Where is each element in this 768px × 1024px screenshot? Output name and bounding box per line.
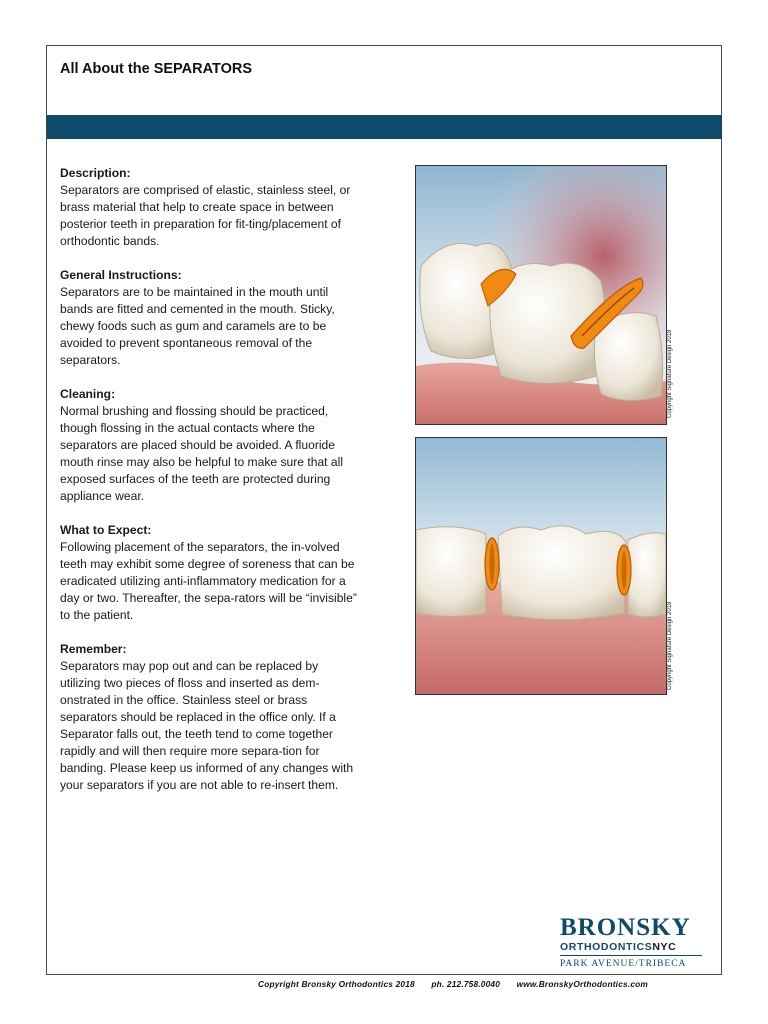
- section-description: [60, 165, 360, 250]
- footer-copyright: Copyright Bronsky Orthodontics 2018: [258, 979, 415, 989]
- section-remember: [60, 641, 360, 794]
- footer-website[interactable]: www.BronskyOrthodontics.com: [516, 979, 648, 989]
- section-heading: Remember:: [60, 642, 127, 656]
- section-heading: Cleaning:: [60, 387, 116, 401]
- section-body: Following placement of the separators, the in-volved teeth may exhibit some degree of soreness that can be eradicated utilizing anti-inflammatory medication for a day or two. Thereafter, the sepa-rators will be “invisible” to the patient.: [60, 540, 357, 622]
- logo-location: PARK AVENUE/TRIBECA: [560, 959, 687, 969]
- section-heading: Description:: [60, 166, 131, 180]
- section-body: Separators are to be maintained in the mouth until bands are fitted and cemented in the mouth. Sticky, chewy foods such as gum and caramels are to be avoided to prevent spontaneous removal of the separators.: [60, 285, 335, 367]
- header-accent-bar: [47, 115, 722, 139]
- instructions-column: [60, 165, 360, 811]
- logo-sub-main: ORTHODONTICS: [560, 941, 653, 953]
- section-body: Normal brushing and flossing should be practiced, though flossing in the actual contacts where the separators are placed should be avoided. A fluoride mouth rinse may also be helpful to make sure that all exposed surfaces of the teeth are protected during appliance wear.: [60, 404, 344, 503]
- section-body: Separators are comprised of elastic, stainless steel, or brass material that help to create space in between posterior teeth in preparation for fit-ting/placement of orthodontic bands.: [60, 183, 351, 248]
- page-footer: [258, 979, 662, 989]
- teeth-separator-drawing: [416, 166, 666, 424]
- logo-subtitle: [560, 941, 710, 953]
- page-title: All About the SEPARATORS: [60, 61, 252, 77]
- image-credit: Copyright Signature Design 2018: [667, 601, 673, 690]
- bronsky-logo: [560, 915, 710, 969]
- section-heading: What to Expect:: [60, 523, 152, 537]
- logo-name: BRONSKY: [560, 914, 691, 941]
- section-general-instructions: [60, 267, 360, 369]
- teeth-separator-side-drawing: [416, 438, 666, 694]
- section-cleaning: [60, 386, 360, 505]
- footer-phone: ph. 212.758.0040: [431, 979, 501, 989]
- logo-sub-nyc: NYC: [652, 941, 677, 953]
- image-credit: Copyright Signature Design 2018: [667, 329, 673, 418]
- separator-illustration-bottom: [415, 437, 667, 695]
- separator-illustration-top: [415, 165, 667, 425]
- section-heading: General Instructions:: [60, 268, 182, 282]
- section-body: Separators may pop out and can be replaced by utilizing two pieces of floss and inserted as dem-onstrated in the office. Stainless steel or brass separators should be replaced in the office only. If a Separator falls out, the teeth tend to come together rapidly and will then require more separa-tion for banding. Please keep us informed of any changes with your separators if you are not able to re-insert them.: [60, 659, 354, 792]
- logo-divider: [560, 955, 702, 956]
- section-what-to-expect: [60, 522, 360, 624]
